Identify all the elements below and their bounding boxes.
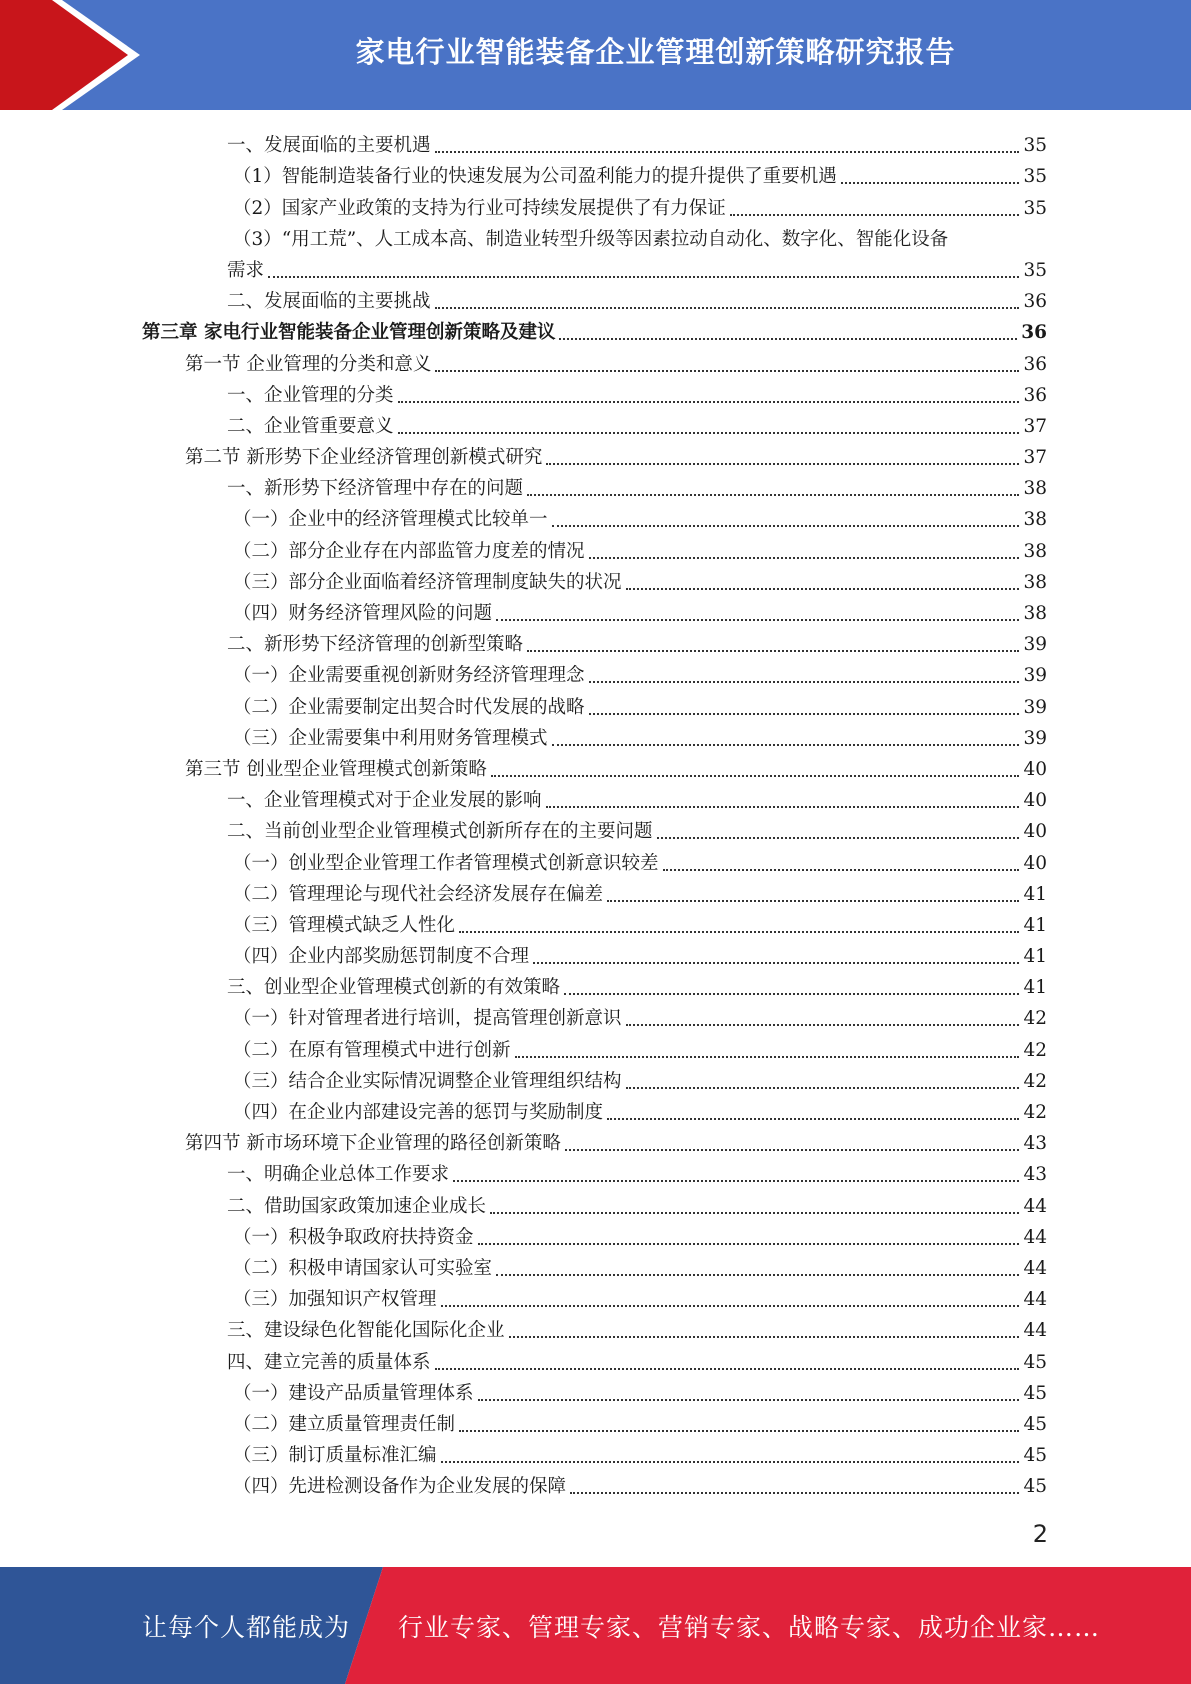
dot-leader [626, 588, 1020, 590]
table-of-contents [0, 127, 1191, 1499]
toc-entry[interactable] [0, 1000, 1191, 1031]
toc-page-number: 36 [1021, 322, 1047, 344]
dot-leader [478, 1243, 1020, 1245]
dot-leader [490, 1212, 1019, 1214]
toc-entry-title: 第三节 创业型企业管理模式创新策略 [185, 758, 487, 780]
dot-leader [546, 463, 1019, 465]
toc-entry-title: （三）管理模式缺乏人性化 [233, 914, 456, 936]
toc-entry-title: 第二节 新形势下企业经济管理创新模式研究 [185, 447, 543, 469]
toc-page-number: 45 [1023, 1382, 1047, 1404]
toc-entry-title: 四、建立完善的质量体系 [227, 1351, 431, 1373]
toc-entry[interactable] [0, 127, 1191, 158]
toc-entry[interactable] [0, 782, 1191, 813]
toc-entry-title: （四）先进检测设备作为企业发展的保障 [233, 1476, 567, 1498]
page-number: 2 [1032, 1520, 1048, 1548]
toc-page-number: 41 [1023, 883, 1047, 905]
toc-entry-title: 一、企业管理模式对于企业发展的影响 [227, 790, 542, 812]
toc-entry[interactable] [0, 1281, 1191, 1312]
toc-section-entry[interactable] [0, 439, 1191, 470]
toc-page-number: 35 [1023, 259, 1047, 281]
footer-band [0, 1567, 1191, 1684]
toc-entry-title: （四）在企业内部建设完善的惩罚与奖励制度 [233, 1102, 604, 1123]
toc-page-number: 38 [1023, 540, 1047, 562]
dot-leader [565, 1149, 1020, 1151]
toc-entry[interactable] [0, 688, 1191, 719]
toc-page-number: 35 [1023, 197, 1047, 219]
toc-entry[interactable] [0, 158, 1191, 189]
toc-entry[interactable] [0, 1063, 1191, 1094]
toc-entry-title: （三）制订质量标准汇编 [233, 1445, 437, 1467]
toc-entry-title: （四）财务经济管理风险的问题 [233, 603, 493, 624]
toc-page-number: 39 [1023, 665, 1047, 687]
toc-page-number: 45 [1023, 1476, 1047, 1498]
toc-entry[interactable] [0, 1250, 1191, 1281]
toc-page-number: 36 [1023, 291, 1047, 313]
footer-slogan-left: 让每个人都能成为 [142, 1612, 351, 1642]
toc-page-number: 44 [1023, 1195, 1047, 1217]
dot-leader [509, 1336, 1020, 1338]
toc-entry-title: 二、企业管重要意义 [227, 415, 394, 437]
toc-entry-title: 三、创业型企业管理模式创新的有效策略 [227, 977, 561, 999]
toc-entry-title: 二、借助国家政策加速企业成长 [227, 1195, 487, 1217]
dot-leader [626, 1087, 1020, 1089]
toc-entry-title: （一）建设产品质量管理体系 [233, 1382, 474, 1404]
toc-entry-title: （一）针对管理者进行培训，提高管理创新意识 [233, 1008, 622, 1030]
toc-entry-title: （二）管理理论与现代社会经济发展存在偏差 [233, 883, 604, 905]
toc-page-number: 42 [1023, 1008, 1047, 1030]
dot-leader [552, 525, 1020, 527]
toc-page-number: 35 [1023, 166, 1047, 188]
toc-entry[interactable] [0, 907, 1191, 938]
toc-entry[interactable] [0, 564, 1191, 595]
toc-page-number: 42 [1023, 1039, 1047, 1061]
toc-entry[interactable] [0, 1156, 1191, 1187]
toc-entry[interactable] [0, 1468, 1191, 1499]
toc-page-number: 38 [1023, 478, 1047, 500]
toc-entry[interactable] [0, 938, 1191, 969]
toc-entry-title: 二、发展面临的主要挑战 [227, 291, 431, 313]
dot-leader [564, 993, 1019, 995]
toc-section-entry[interactable] [0, 345, 1191, 376]
toc-entry-title: （三）加强知识产权管理 [233, 1289, 437, 1311]
toc-entry-wrapped-line[interactable]: （3）“用工荒”、人工成本高、制造业转型升级等因素拉动自动化、数字化、智能化设备 [233, 228, 949, 250]
toc-entry[interactable] [0, 377, 1191, 408]
toc-entry-title: （二）积极申请国家认可实验室 [233, 1257, 493, 1279]
toc-page-number: 40 [1023, 790, 1047, 812]
toc-entry[interactable] [0, 1219, 1191, 1250]
dot-leader [435, 370, 1019, 372]
toc-entry[interactable] [0, 657, 1191, 688]
dot-leader [626, 1024, 1020, 1026]
toc-entry-title: 需求 [227, 259, 265, 281]
toc-entry-title: （2）国家产业政策的支持为行业可持续发展提供了有力保证 [233, 197, 726, 219]
toc-entry-title: 二、新形势下经济管理的创新型策略 [227, 634, 524, 656]
toc-page-number: 35 [1023, 135, 1047, 157]
toc-page-number: 44 [1023, 1289, 1047, 1311]
toc-section-entry[interactable] [0, 751, 1191, 782]
header-band [0, 0, 1191, 110]
dot-leader [496, 619, 1019, 621]
toc-page-number: 40 [1023, 821, 1047, 843]
dot-leader [559, 338, 1017, 340]
toc-entry[interactable] [0, 1312, 1191, 1343]
report-title: 家电行业智能装备企业管理创新策略研究报告 [355, 34, 956, 69]
dot-leader [435, 151, 1020, 153]
toc-entry[interactable] [0, 595, 1191, 626]
toc-page-number: 37 [1023, 415, 1047, 437]
toc-entry-title: （二）部分企业存在内部监管力度差的情况 [233, 540, 585, 562]
toc-page-number: 37 [1023, 447, 1047, 469]
dot-leader [589, 713, 1020, 715]
toc-page-number: 45 [1023, 1413, 1047, 1435]
dot-leader [441, 1305, 1020, 1307]
dot-leader [589, 681, 1020, 683]
toc-page-number: 39 [1023, 727, 1047, 749]
toc-entry[interactable] [0, 1375, 1191, 1406]
toc-entry-title: 一、发展面临的主要机遇 [227, 135, 431, 157]
toc-entry-title: 第四节 新市场环境下企业管理的路径创新策略 [185, 1133, 561, 1155]
toc-page-number: 44 [1023, 1320, 1047, 1342]
toc-entry[interactable] [0, 876, 1191, 907]
toc-entry[interactable] [0, 1031, 1191, 1062]
dot-leader [527, 494, 1019, 496]
toc-page-number: 43 [1023, 1164, 1047, 1186]
toc-entry-title: 一、新形势下经济管理中存在的问题 [227, 478, 524, 500]
chevron-arrow-icon [0, 0, 180, 110]
toc-entry[interactable] [0, 283, 1191, 314]
toc-entry[interactable] [0, 1437, 1191, 1468]
toc-entry-title: （一）企业中的经济管理模式比较单一 [233, 509, 548, 531]
toc-entry-title: （一）创业型企业管理工作者管理模式创新意识较差 [233, 852, 659, 874]
toc-section-entry[interactable] [0, 1125, 1191, 1156]
toc-entry-title: 一、明确企业总体工作要求 [227, 1164, 450, 1186]
toc-page-number: 42 [1023, 1102, 1047, 1123]
toc-page-number: 38 [1023, 571, 1047, 593]
toc-entry-title: （三）部分企业面临着经济管理制度缺失的状况 [233, 571, 622, 593]
dot-leader [478, 1399, 1020, 1401]
toc-entry-title: （一）企业需要重视创新财务经济管理理念 [233, 665, 585, 687]
toc-page-number: 40 [1023, 758, 1047, 780]
toc-entry[interactable] [0, 501, 1191, 532]
toc-page-number: 40 [1023, 852, 1047, 874]
dot-leader [435, 1368, 1020, 1370]
toc-entry[interactable] [0, 1343, 1191, 1374]
dot-leader [607, 1118, 1019, 1120]
toc-entry-title: 第一节 企业管理的分类和意义 [185, 353, 432, 375]
toc-entry-title: （一）积极争取政府扶持资金 [233, 1226, 474, 1248]
toc-entry-title: （二）企业需要制定出契合时代发展的战略 [233, 696, 585, 718]
toc-entry-title: 一、企业管理的分类 [227, 384, 394, 406]
toc-page-number: 45 [1023, 1351, 1047, 1373]
toc-entry-title: 第三章 家电行业智能装备企业管理创新策略及建议 [142, 322, 556, 344]
toc-entry[interactable] [0, 1187, 1191, 1218]
toc-page-number: 36 [1023, 384, 1047, 406]
toc-page-number: 38 [1023, 509, 1047, 531]
dot-leader [607, 900, 1019, 902]
toc-entry[interactable] [0, 1406, 1191, 1437]
toc-page-number: 45 [1023, 1445, 1047, 1467]
toc-entry-title: （1）智能制造装备行业的快速发展为公司盈利能力的提升提供了重要机遇 [233, 166, 837, 188]
toc-page-number: 39 [1023, 634, 1047, 656]
toc-entry-title: （三）企业需要集中利用财务管理模式 [233, 727, 548, 749]
toc-page-number: 41 [1023, 914, 1047, 936]
dot-leader [657, 837, 1020, 839]
toc-page-number: 36 [1023, 353, 1047, 375]
toc-entry-title: （二）建立质量管理责任制 [233, 1413, 456, 1435]
toc-entry[interactable] [0, 470, 1191, 501]
dot-leader [546, 806, 1020, 808]
dot-leader [730, 214, 1020, 216]
dot-leader [459, 931, 1019, 933]
toc-entry[interactable] [0, 189, 1191, 220]
toc-entry-title: 二、当前创业型企业管理模式创新所存在的主要问题 [227, 821, 653, 843]
toc-entry[interactable] [0, 408, 1191, 439]
toc-page-number: 38 [1023, 603, 1047, 624]
toc-entry[interactable] [0, 1094, 1191, 1125]
dot-leader [841, 182, 1020, 184]
dot-leader [435, 307, 1020, 309]
toc-entry[interactable] [0, 532, 1191, 563]
dot-leader [515, 1056, 1020, 1058]
dot-leader [398, 401, 1020, 403]
dot-leader [496, 1274, 1019, 1276]
toc-entry[interactable] [0, 844, 1191, 875]
toc-page-number: 41 [1023, 946, 1047, 968]
dot-leader [491, 775, 1020, 777]
dot-leader [459, 1430, 1019, 1432]
dot-leader [589, 557, 1020, 559]
toc-entry-title: （三）结合企业实际情况调整企业管理组织结构 [233, 1070, 622, 1092]
toc-entry-title: （二）在原有管理模式中进行创新 [233, 1039, 511, 1061]
toc-entry[interactable] [0, 969, 1191, 1000]
toc-page-number: 41 [1023, 977, 1047, 999]
toc-entry[interactable] [0, 626, 1191, 657]
toc-entry-title: 三、建设绿色化智能化国际化企业 [227, 1320, 505, 1342]
toc-page-number: 44 [1023, 1257, 1047, 1279]
dot-leader [268, 276, 1019, 278]
toc-entry-title: （四）企业内部奖励惩罚制度不合理 [233, 946, 530, 968]
dot-leader [453, 1180, 1019, 1182]
toc-chapter-entry[interactable] [0, 314, 1191, 345]
toc-page-number: 43 [1023, 1133, 1047, 1155]
dot-leader [663, 869, 1020, 871]
toc-page-number: 44 [1023, 1226, 1047, 1248]
dot-leader [533, 962, 1019, 964]
dot-leader [570, 1492, 1019, 1494]
toc-page-number: 39 [1023, 696, 1047, 718]
toc-page-number: 42 [1023, 1070, 1047, 1092]
dot-leader [398, 432, 1020, 434]
dot-leader [527, 650, 1019, 652]
toc-entry[interactable] [0, 720, 1191, 751]
footer-slogan-right: 行业专家、管理专家、营销专家、战略专家、成功企业家…… [398, 1612, 1101, 1642]
toc-entry[interactable] [0, 252, 1191, 283]
dot-leader [441, 1461, 1020, 1463]
dot-leader [552, 744, 1020, 746]
toc-entry[interactable] [0, 813, 1191, 844]
